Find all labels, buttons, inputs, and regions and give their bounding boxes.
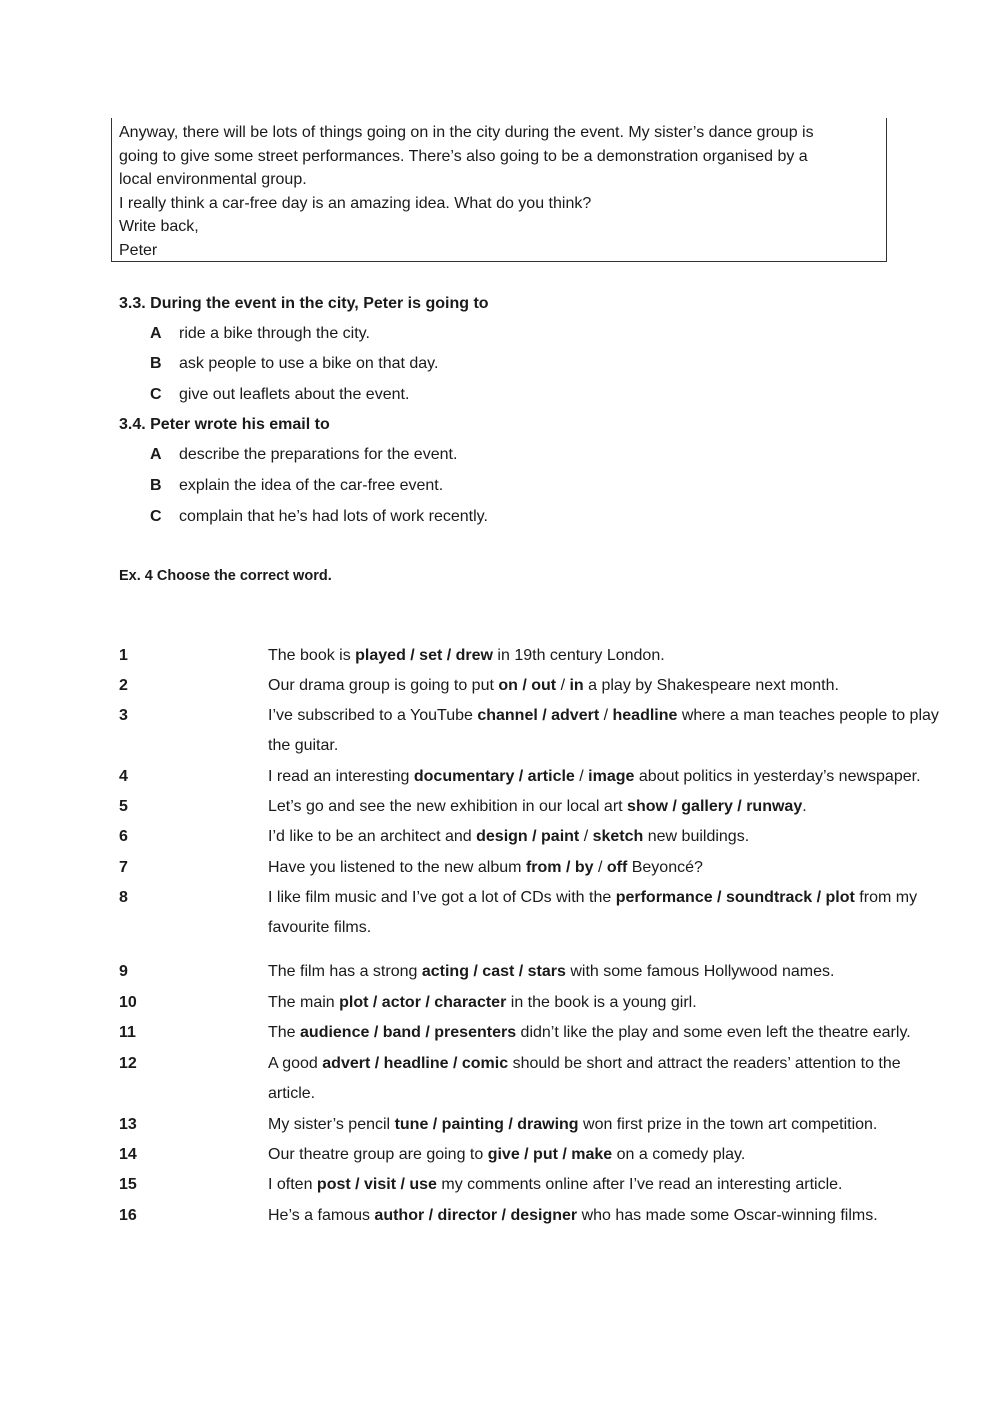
- option-text: explain the idea of the car-free event.: [179, 477, 444, 494]
- sentence-text: The main: [268, 994, 340, 1011]
- word-choice-options[interactable]: documentary / article: [413, 768, 575, 785]
- option-letter: C: [150, 508, 162, 525]
- item-number: 12: [119, 1055, 137, 1072]
- sentence-text: from my: [854, 889, 918, 906]
- item-number: 9: [119, 963, 128, 980]
- item-sentence: [268, 676, 839, 696]
- item-sentence: [268, 1023, 911, 1043]
- sentence-text: I read an interesting: [268, 768, 414, 785]
- word-choice-options[interactable]: audience / band / presenters: [300, 1024, 517, 1041]
- item-number: 10: [119, 994, 137, 1011]
- sentence-text: Beyoncé?: [627, 859, 703, 876]
- option-letter: A: [150, 446, 162, 463]
- email-line: I really think a car-free day is an amazing idea. What do you think?: [119, 194, 592, 212]
- item-sentence: [268, 1145, 745, 1165]
- sentence-text: should be short and attract the readers’ attention to the: [508, 1055, 901, 1072]
- sentence-text: My sister’s pencil: [268, 1116, 395, 1133]
- item-number: 4: [119, 768, 128, 785]
- exercise-item-13: [119, 1115, 878, 1135]
- exercise-item-6: [119, 827, 750, 847]
- sentence-text: /: [556, 677, 570, 694]
- option-letter: A: [150, 325, 162, 342]
- item-number: 5: [119, 798, 128, 815]
- word-choice-options[interactable]: played / set / drew: [355, 647, 493, 664]
- exercise-item-16: [119, 1206, 878, 1226]
- option-text: ride a bike through the city.: [179, 325, 370, 342]
- exercise-item-2: [119, 676, 839, 696]
- option-text: complain that he’s had lots of work recently.: [179, 508, 488, 525]
- item-sentence: [268, 1084, 315, 1104]
- sentence-text: a play by Shakespeare next month.: [583, 677, 839, 694]
- word-choice-options[interactable]: design / paint: [476, 828, 580, 845]
- item-number: 8: [119, 889, 128, 906]
- question-3-3-option-a[interactable]: [150, 324, 370, 344]
- item-number: 11: [119, 1024, 136, 1041]
- word-choice-options[interactable]: acting / cast / stars: [421, 963, 566, 980]
- sentence-text: article.: [268, 1085, 316, 1102]
- sentence-text: A good: [268, 1055, 323, 1072]
- exercise-item-11: [119, 1023, 911, 1043]
- sentence-text: /: [574, 768, 589, 785]
- sentence-text: in the book is a young girl.: [506, 994, 697, 1011]
- item-sentence: [268, 706, 939, 726]
- exercise-item-9: [119, 962, 835, 982]
- sentence-text: the guitar.: [268, 737, 339, 754]
- exercise-item-4: [119, 767, 921, 787]
- sentence-text: The film has a strong: [268, 963, 422, 980]
- word-choice-options[interactable]: off: [606, 859, 628, 876]
- item-sentence: [268, 797, 807, 817]
- word-choice-options[interactable]: in: [569, 677, 584, 694]
- item-sentence: [268, 858, 703, 878]
- sentence-text: about politics in yesterday’s newspaper.: [634, 768, 921, 785]
- word-choice-options[interactable]: post / visit / use: [316, 1176, 437, 1193]
- item-sentence: [268, 1175, 842, 1195]
- word-choice-options[interactable]: show / gallery / runway: [627, 798, 803, 815]
- item-sentence: [268, 767, 921, 787]
- sentence-text: who has made some Oscar-winning films.: [577, 1207, 878, 1224]
- sentence-text: The: [268, 1024, 301, 1041]
- question-3-4-option-c[interactable]: [150, 507, 488, 527]
- item-number: 15: [119, 1176, 137, 1193]
- word-choice-options[interactable]: plot / actor / character: [339, 994, 507, 1011]
- question-3-4-option-a[interactable]: [150, 445, 457, 465]
- word-choice-options[interactable]: advert / headline / comic: [322, 1055, 509, 1072]
- item-sentence: [268, 646, 665, 666]
- email-line: local environmental group.: [119, 171, 307, 188]
- item-number: 7: [119, 859, 128, 876]
- item-number: 6: [119, 828, 128, 845]
- option-letter: B: [150, 355, 162, 372]
- sentence-text: Our theatre group are going to: [268, 1146, 488, 1163]
- sentence-text: on a comedy play.: [612, 1146, 746, 1163]
- item-sentence: [268, 1206, 878, 1226]
- option-letter: B: [150, 477, 162, 494]
- item-sentence: [268, 993, 697, 1013]
- exercise-item-1: [119, 646, 665, 666]
- sentence-text: favourite films.: [268, 919, 372, 936]
- sentence-text: He’s a famous: [268, 1207, 375, 1224]
- sentence-text: new buildings.: [643, 828, 750, 845]
- sentence-text: my comments online after I’ve read an interesting article.: [436, 1176, 843, 1193]
- question-3-3-option-b[interactable]: [150, 354, 438, 374]
- sentence-text: .: [802, 798, 807, 815]
- item-sentence: [268, 962, 834, 982]
- sentence-text: I like film music and I’ve got a lot of CDs with the: [268, 889, 616, 906]
- item-sentence: [268, 827, 749, 847]
- item-sentence: [268, 918, 371, 938]
- item-sentence: [268, 1115, 877, 1135]
- exercise-item-12: [119, 1054, 901, 1074]
- email-excerpt-box: [111, 118, 887, 262]
- sentence-text: with some famous Hollywood names.: [565, 963, 835, 980]
- item-number: 14: [119, 1146, 137, 1163]
- word-choice-options[interactable]: give / put / make: [487, 1146, 613, 1163]
- sentence-text: I often: [268, 1176, 317, 1193]
- exercise-item-10: [119, 993, 697, 1013]
- exercise-item-5: [119, 797, 807, 817]
- exercise-item-15: [119, 1175, 843, 1195]
- question-3-3-title: 3.3. During the event in the city, Peter is going to: [119, 295, 489, 312]
- sentence-text: Let’s go and see the new exhibition in our local art: [268, 798, 628, 815]
- word-choice-options[interactable]: author / director / designer: [374, 1207, 578, 1224]
- sentence-text: I’d like to be an architect and: [268, 828, 477, 845]
- sentence-text: /: [599, 707, 613, 724]
- word-choice-options[interactable]: from / by: [525, 859, 594, 876]
- option-letter: C: [150, 386, 162, 403]
- sentence-text: Our drama group is going to put: [268, 677, 499, 694]
- item-number: 13: [119, 1116, 137, 1133]
- item-number: 16: [119, 1207, 137, 1224]
- word-choice-options[interactable]: sketch: [592, 828, 644, 845]
- exercise-4-title: Ex. 4 Choose the correct word.: [119, 568, 332, 584]
- word-choice-options[interactable]: image: [588, 768, 635, 785]
- question-3-4-option-b[interactable]: [150, 476, 443, 496]
- email-signature: Peter: [119, 241, 158, 259]
- exercise-item-14: [119, 1145, 746, 1165]
- word-choice-options[interactable]: tune / painting / drawing: [394, 1116, 579, 1133]
- item-sentence: [268, 1054, 901, 1074]
- item-number: 1: [119, 647, 128, 664]
- word-choice-options[interactable]: performance / soundtrack / plot: [615, 889, 855, 906]
- word-choice-options[interactable]: headline: [612, 707, 678, 724]
- sentence-text: The book is: [268, 647, 356, 664]
- sentence-text: Have you listened to the new album: [268, 859, 526, 876]
- word-choice-options[interactable]: on / out: [498, 677, 557, 694]
- question-3-4-title: 3.4. Peter wrote his email to: [119, 416, 330, 433]
- option-text: ask people to use a bike on that day.: [179, 355, 439, 372]
- sentence-text: won first prize in the town art competition.: [578, 1116, 878, 1133]
- exercise-item-3: [119, 706, 939, 726]
- sentence-text: in 19th century London.: [492, 647, 665, 664]
- exercise-item-7: [119, 858, 703, 878]
- item-number: 2: [119, 677, 128, 694]
- exercise-item-8: [119, 888, 918, 908]
- item-sentence: [268, 888, 917, 908]
- email-line: going to give some street performances. There’s also going to be a demonstration organised by a: [119, 147, 808, 165]
- question-3-3-option-c[interactable]: [150, 385, 409, 405]
- option-text: give out leaflets about the event.: [179, 386, 410, 403]
- word-choice-options[interactable]: channel / advert: [477, 707, 600, 724]
- email-line: Anyway, there will be lots of things going on in the city during the event. My sister’s dance group is: [119, 124, 814, 141]
- item-number: 3: [119, 707, 128, 724]
- option-text: describe the preparations for the event.: [179, 446, 458, 463]
- item-sentence: [268, 736, 338, 756]
- sentence-text: /: [593, 859, 607, 876]
- email-line: Write back,: [119, 218, 199, 235]
- sentence-text: /: [579, 828, 593, 845]
- sentence-text: didn’t like the play and some even left the theatre early.: [516, 1024, 911, 1041]
- sentence-text: where a man teaches people to play: [677, 707, 939, 724]
- sentence-text: I’ve subscribed to a YouTube: [268, 707, 478, 724]
